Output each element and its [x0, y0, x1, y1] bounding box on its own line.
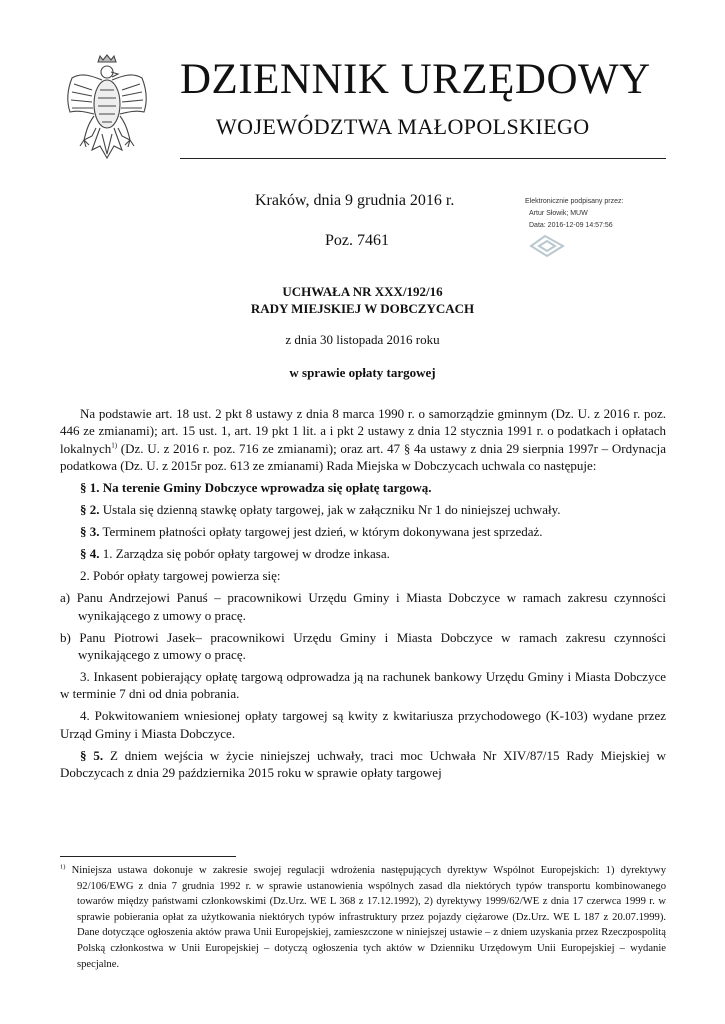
resolution-body	[60, 405, 666, 786]
section-4: § 4. 1. Zarządza się pobór opłaty targowej w drodze inkasa.	[80, 546, 390, 562]
section-4-paragraph-3: 3. Inkasent pobierający opłatę targową odprowadza ją na rachunek bankowy Urzędu Gminy i Miasta Dobczyce w terminie 7 dni od dnia pobrania.	[60, 669, 666, 702]
signature-validity-icon	[529, 234, 565, 258]
header-divider	[180, 158, 666, 159]
section-4-paragraph-4: 4. Pokwitowaniem wniesionej opłaty targowej są kwity z kwitariusza przychodowego (K-103) wydane przez Urząd Gminy i Miasta Dobczyce.	[60, 708, 666, 741]
list-item-b: b) Panu Piotrowi Jasek– pracownikowi Urzędu Gminy i Miasta Dobczyce w ramach zakresu czynności wynikającego z umowy o pracę.	[60, 629, 666, 663]
position-number: Poz. 7461	[325, 232, 389, 249]
journal-title: DZIENNIK URZĘDOWY	[180, 56, 651, 103]
journal-subtitle: WOJEWÓDZTWA MAŁOPOLSKIEGO	[216, 114, 590, 139]
section-2: § 2. Ustala się dzienną stawkę opłaty targowej, jak w załączniku Nr 1 do niniejszej uchwały.	[80, 502, 561, 518]
resolution-date: z dnia 30 listopada 2016 roku	[285, 332, 440, 347]
section-1: § 1. Na terenie Gminy Dobczyce wprowadza się opłatę targową.	[80, 480, 432, 496]
section-3: § 3. Terminem płatności opłaty targowej jest dzień, w którym dokonywana jest sprzedaż.	[80, 524, 543, 540]
polish-eagle-emblem	[62, 54, 152, 166]
resolution-subject: w sprawie opłaty targowej	[289, 365, 436, 380]
section-5: § 5. Z dniem wejścia w życie niniejszej uchwały, traci moc Uchwała Nr XIV/87/15 Rady Miejskiej w Dobczycach z dnia 29 października 2015 roku w sprawie opłaty targowej	[60, 747, 666, 781]
footnote-divider	[60, 856, 236, 857]
footnote-mark: 1)	[60, 863, 66, 871]
signature-signer: Artur Słowik; MUW	[529, 210, 588, 217]
preamble: Na podstawie art. 18 ust. 2 pkt 8 ustawy z dnia 8 marca 1990 r. o samorządzie gminnym (Dz. U. z 2016 r. poz. 446 ze zmianami); art. 15 ust. 1, art. 19 pkt 1 lit. a i pkt 2 ustawy z dnia 12 stycznia 1991 r. o podatkach i opłatach lokalnych$^{1)}$ (Dz. U. z 2016 r. poz. 716 ze zmianami); oraz art. 47 § 4a ustawy z dnia 29 sierpnia 1997r – Ordynacja podatkowa (Dz. U. z 2015r poz. 613 ze zmianami) Rada Miejska w Dobczycach uchwala co następuje:	[60, 406, 666, 474]
list-item-a: a) Panu Andrzejowi Panuś – pracownikowi Urzędu Gminy i Miasta Dobczyce w ramach zakresu czynności wynikającego z umowy o pracę.	[60, 590, 666, 623]
signature-date: Data: 2016-12-09 14:57:56	[529, 222, 613, 229]
electronic-signature	[525, 196, 623, 232]
issue-date: Kraków, dnia 9 grudnia 2016 r.	[255, 192, 455, 209]
footnote-reference: 1)	[111, 441, 118, 450]
resolution-number: UCHWAŁA NR XXX/192/16	[282, 284, 443, 299]
council-name: RADY MIEJSKIEJ W DOBCZYCACH	[250, 301, 475, 316]
footnote	[60, 863, 666, 972]
signature-line-1: Elektronicznie podpisany przez:	[525, 198, 624, 205]
section-4-paragraph-2: 2. Pobór opłaty targowej powierza się:	[80, 568, 281, 584]
footnote-text: Niniejsza ustawa dokonuje w zakresie swojej regulacji wdrożenia następujących dyrektyw Wspólnot Europejskich: 1) dyrektywy 92/106/EWG z dnia 7 grudnia 1992 r. w sprawie ustanowienia wspólnych zasad dla niektórych typów transportu kombinowanego towarów między państwami członkowskimi (Dz.Urz. WE L 368 z 17.12.1992), 2) dyrektywy 1999/62/WE z dnia 17 czerwca 1999 r. w sprawie pobierania opłat za użytkowania niektórych typów infrastruktury przez pojazdy ciężarowe (Dz.Urz. WE L 187 z 20.07.1999). Dane dotyczące ogłoszenia aktów prawa Unii Europejskiej, zamieszczone w niniejszej ustawie – z dniem uzyskania przez Rzeczpospolitą Polską członkostwa w Unii Europejskiej – dotyczą ogłoszenia tych aktów w Dzienniku Urzędowym Unii Europejskiej – wydanie specjalne.	[65, 865, 666, 970]
